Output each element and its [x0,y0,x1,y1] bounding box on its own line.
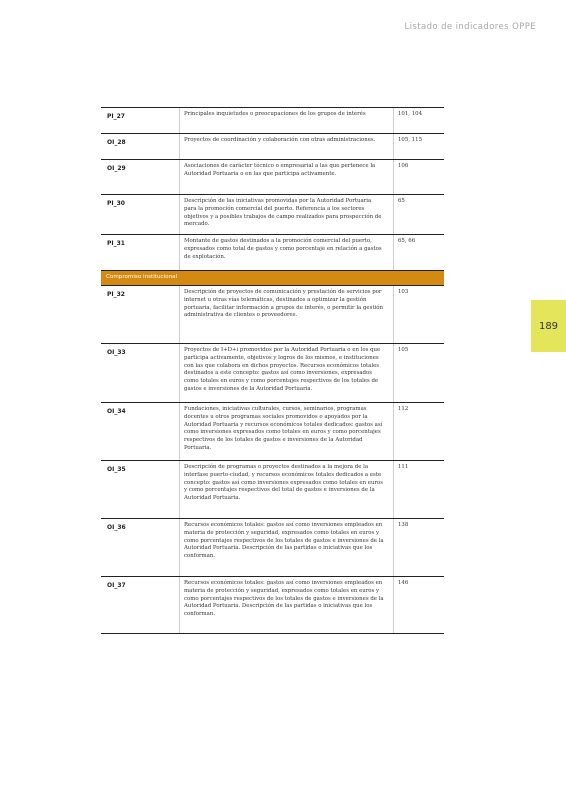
column-divider [393,108,394,133]
indicator-description: Descripción de programas o proyectos destinados a la mejora de la interfase puerto-ciudad, y recursos económicos totales dedicados a este concepto: gastos así como inversiones expresados como totales en euros y como porcentajes respectivos del total de gastos e inversiones de la Autoridad Portuaria. [184,464,384,502]
table-row [101,518,444,576]
table-row [101,234,444,270]
column-divider [179,195,180,234]
column-divider [179,134,180,159]
column-divider [179,344,180,402]
indicator-pages: 146 [398,580,409,586]
column-divider [393,344,394,402]
column-divider [393,519,394,576]
indicator-description: Recursos económicos totales: gastos así como inversiones empleados en materia de protección y seguridad, expresados como totales en euros y como porcentajes respectivos de los totales de gastos e inversiones de la Autoridad Portuaria. Descripción de las partidas o iniciativas que los conforman. [184,522,384,560]
section-header [101,270,444,285]
indicator-pages: 112 [398,406,409,412]
indicator-code: OI_37 [107,582,126,589]
indicator-pages: 65 [398,198,405,204]
table-row [101,460,444,518]
indicators-table [101,107,444,634]
table-row [101,133,444,159]
table-row [101,576,444,634]
indicator-code: OI_35 [107,466,126,473]
indicator-description: Proyectos de I+D+i promovidos por la Autoridad Portuaria o en los que participa activamente, objetivos y logros de los mismos, e instituciones con las que colabora en dichos proyectos. Recursos económicos totales destinados a este concepto: gastos así como inversiones, expresados como totales en euros y como porcentajes respectivos de los totales de gastos e inversiones de la Autoridad Portuaria. [184,347,381,392]
indicator-pages: 111 [398,464,409,470]
table-row [101,107,444,133]
indicator-code: OI_33 [107,349,126,356]
indicator-description: Fundaciones, iniciativas culturales, cursos, seminarios, programas docentes u otros programas sociales promovidos o apoyados por la Autoridad Portuaria y recursos económicos totales dedicados: gastos así como inversiones expresados como totales en euros y como porcentajes respectivos de los totales de gastos e inversiones de la Autoridad Portuaria. [184,406,383,451]
indicator-pages: 138 [398,522,409,528]
column-divider [393,286,394,343]
column-divider [179,519,180,576]
table-row [101,343,444,402]
table-row [101,194,444,234]
column-divider [393,195,394,234]
indicator-pages: 101, 104 [398,111,423,117]
indicator-description: Montante de gastos destinados a la promoción comercial del puerto, expresados como total de gastos y como porcentaje en relación a gastos de explotación. [184,238,382,260]
table-row [101,402,444,460]
column-divider [179,235,180,270]
indicator-pages: 105 [398,347,409,353]
indicator-description: Descripción de proyectos de comunicación y prestación de servicios por internet u otras vías telemáticas, destinados a optimizar la gestión portuaria, facilitar información a grupos de interés, o permitir la gestión administrativa de clientes o proveedores. [184,289,383,319]
column-divider [393,403,394,460]
column-divider [179,461,180,518]
column-divider [393,160,394,194]
indicator-description: Asociaciones de carácter técnico o empresarial a las que pertenece la Autoridad Portuaria o en las que participa activamente. [184,163,376,177]
column-divider [393,461,394,518]
indicator-pages: 106 [398,163,409,169]
indicator-code: PI_32 [107,291,125,298]
column-divider [393,577,394,633]
column-divider [179,286,180,343]
indicator-code: PI_27 [107,113,125,120]
table-row [101,159,444,194]
page-number: 189 [538,320,559,332]
indicator-code: OI_36 [107,524,126,531]
indicator-code: OI_34 [107,408,126,415]
section-title: Compromiso institucional [106,274,178,280]
indicator-pages: 103 [398,289,409,295]
indicator-pages: 65, 66 [398,238,416,244]
indicator-code: PI_30 [107,200,125,207]
column-divider [179,577,180,633]
indicator-description: Recursos económicos totales: gastos así como inversiones empleados en materia de protección y seguridad, expresados como totales en euros y como porcentajes respectivos de los totales de gastos e inversiones de la Autoridad Portuaria. Descripción de las partidas o iniciativas que los conforman. [184,580,384,618]
indicator-description: Descripción de las iniciativas promovidas por la Autoridad Portuaria para la promoción comercial del puerto. Referencia a los sectores objetivos y a posibles trabajos de campo realizados para prospección de mercado. [184,198,382,228]
column-divider [393,235,394,270]
column-divider [393,134,394,159]
indicator-code: OI_28 [107,139,126,146]
column-divider [179,108,180,133]
indicator-description: Principales inquietudes o preocupaciones de los grupos de interés [184,111,366,117]
indicator-pages: 105, 115 [398,137,423,143]
running-header-title: Listado de indicadores OPPE [404,22,536,32]
table-row [101,285,444,343]
indicator-description: Proyectos de coordinación y colaboración con otras administraciones. [184,137,376,143]
column-divider [179,160,180,194]
page-number-tab [531,300,566,352]
indicator-code: PI_31 [107,240,125,247]
column-divider [179,403,180,460]
indicator-code: OI_29 [107,165,126,172]
